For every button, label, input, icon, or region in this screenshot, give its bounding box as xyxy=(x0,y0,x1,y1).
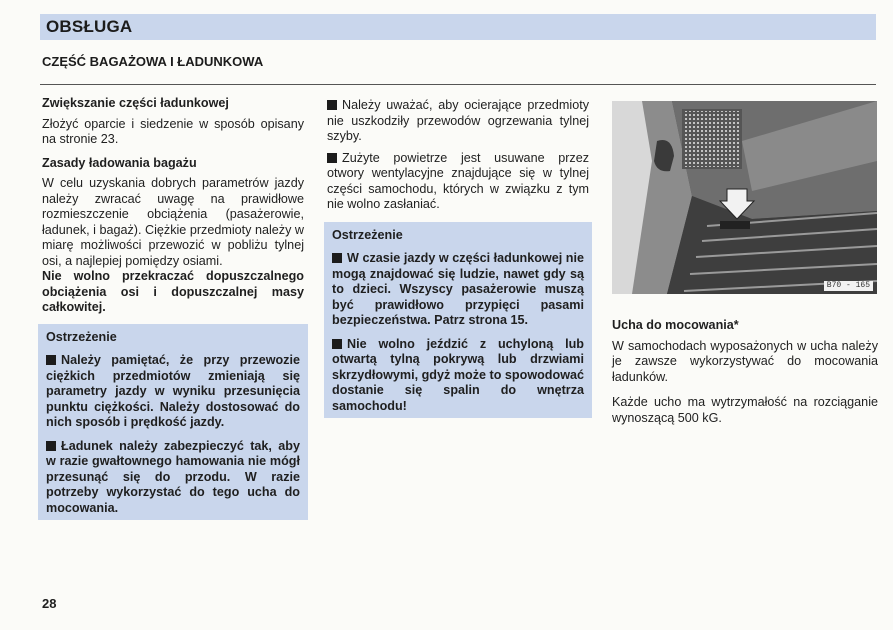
heading-cargo-expansion: Zwiększanie części ładunkowej xyxy=(42,96,229,110)
divider xyxy=(40,84,876,85)
bullet-square-icon xyxy=(332,253,342,263)
page-number: 28 xyxy=(42,596,57,611)
bullet-square-icon xyxy=(327,100,337,110)
column-3 xyxy=(612,318,878,426)
warning-title: Ostrzeżenie xyxy=(46,329,117,344)
paragraph: W samochodach wyposażonych w ucha należy je zawsze wykorzystywać do mocowania ładunków. xyxy=(612,338,878,384)
warning-item: Nie wolno jeździć z uchyloną lub otwartą tylną pokrywą lub drzwiami skrzydłowymi, gdyż może to spowodować dostanie się spalin do wnętrza samochodu! xyxy=(332,336,584,413)
warning-box xyxy=(324,222,592,419)
section-title: OBSŁUGA xyxy=(46,17,133,36)
bullet-square-icon xyxy=(46,441,56,451)
warning-item: Ładunek należy zabezpieczyć tak, aby w razie gwałtownego hamowania nie mógł przesunąć się do przodu. W razie potrzeby wykorzystać do tego ucha do mocowania. xyxy=(46,438,300,515)
bullet-item: Zużyte powietrze jest usuwane przez otwory wentylacyjne znajdujące się w tylnej części samochodu, których w związku z tym nie wolno zasłaniać. xyxy=(327,150,589,211)
warning-item: Należy pamiętać, że przy przewozie ciężkich przedmiotów zmieniają się parametry jazdy w wyniku przesunięcia punktu ciężkości. Należy dostosować do nich sposób i prędkość jazdy. xyxy=(46,353,300,429)
section-header-bar xyxy=(40,14,876,40)
bullet-square-icon xyxy=(332,339,342,349)
column-2 xyxy=(327,98,589,418)
warning-title: Ostrzeżenie xyxy=(332,227,403,242)
figure-label: B70 - 165 xyxy=(824,281,873,291)
warning-item: W czasie jazdy w części ładunkowej nie mogą znajdować się ludzie, nawet gdy są to dzieci. Wszyscy pasażerowie muszą być prawidłowo przypięci pasami bezpieczeństwa. Patrz strona 15. xyxy=(332,251,584,327)
heading-loading-rules: Zasady ładowania bagażu xyxy=(42,155,197,170)
column-1 xyxy=(42,96,304,520)
bullet-square-icon xyxy=(46,355,56,365)
paragraph: W celu uzyskania dobrych parametrów jazdy należy zwracać uwagę na prawidłowe rozmieszczenie obciążenia (pasażerowie, ładunek, i bagaż). Ciężkie przedmioty należy w miarę możliwości przewozić w pobliżu tylnej osi, a najlepiej pomiędzy osiami. xyxy=(42,176,304,268)
bullet-item: Należy uważać, aby ocierające przedmioty nie uszkodziły przewodów ogrzewania tylnej szyby. xyxy=(327,98,589,143)
bullet-square-icon xyxy=(327,153,337,163)
paragraph: Złożyć oparcie i siedzenie w sposób opisany na stronie 23. xyxy=(42,116,304,146)
paragraph-bold: Nie wolno przekraczać dopuszczalnego obciążenia osi i dopuszczalnej masy całkowitej. xyxy=(42,269,304,314)
page-subtitle: CZĘŚĆ BAGAŻOWA I ŁADUNKOWA xyxy=(42,54,264,69)
cargo-area-photo xyxy=(612,101,877,294)
paragraph: Każde ucho ma wytrzymałość na rozciąganie wynoszącą 500 kG. xyxy=(612,395,878,425)
heading-tie-down-eyes: Ucha do mocowania* xyxy=(612,318,739,332)
warning-box xyxy=(38,324,308,521)
cargo-area-illustration xyxy=(612,101,877,294)
